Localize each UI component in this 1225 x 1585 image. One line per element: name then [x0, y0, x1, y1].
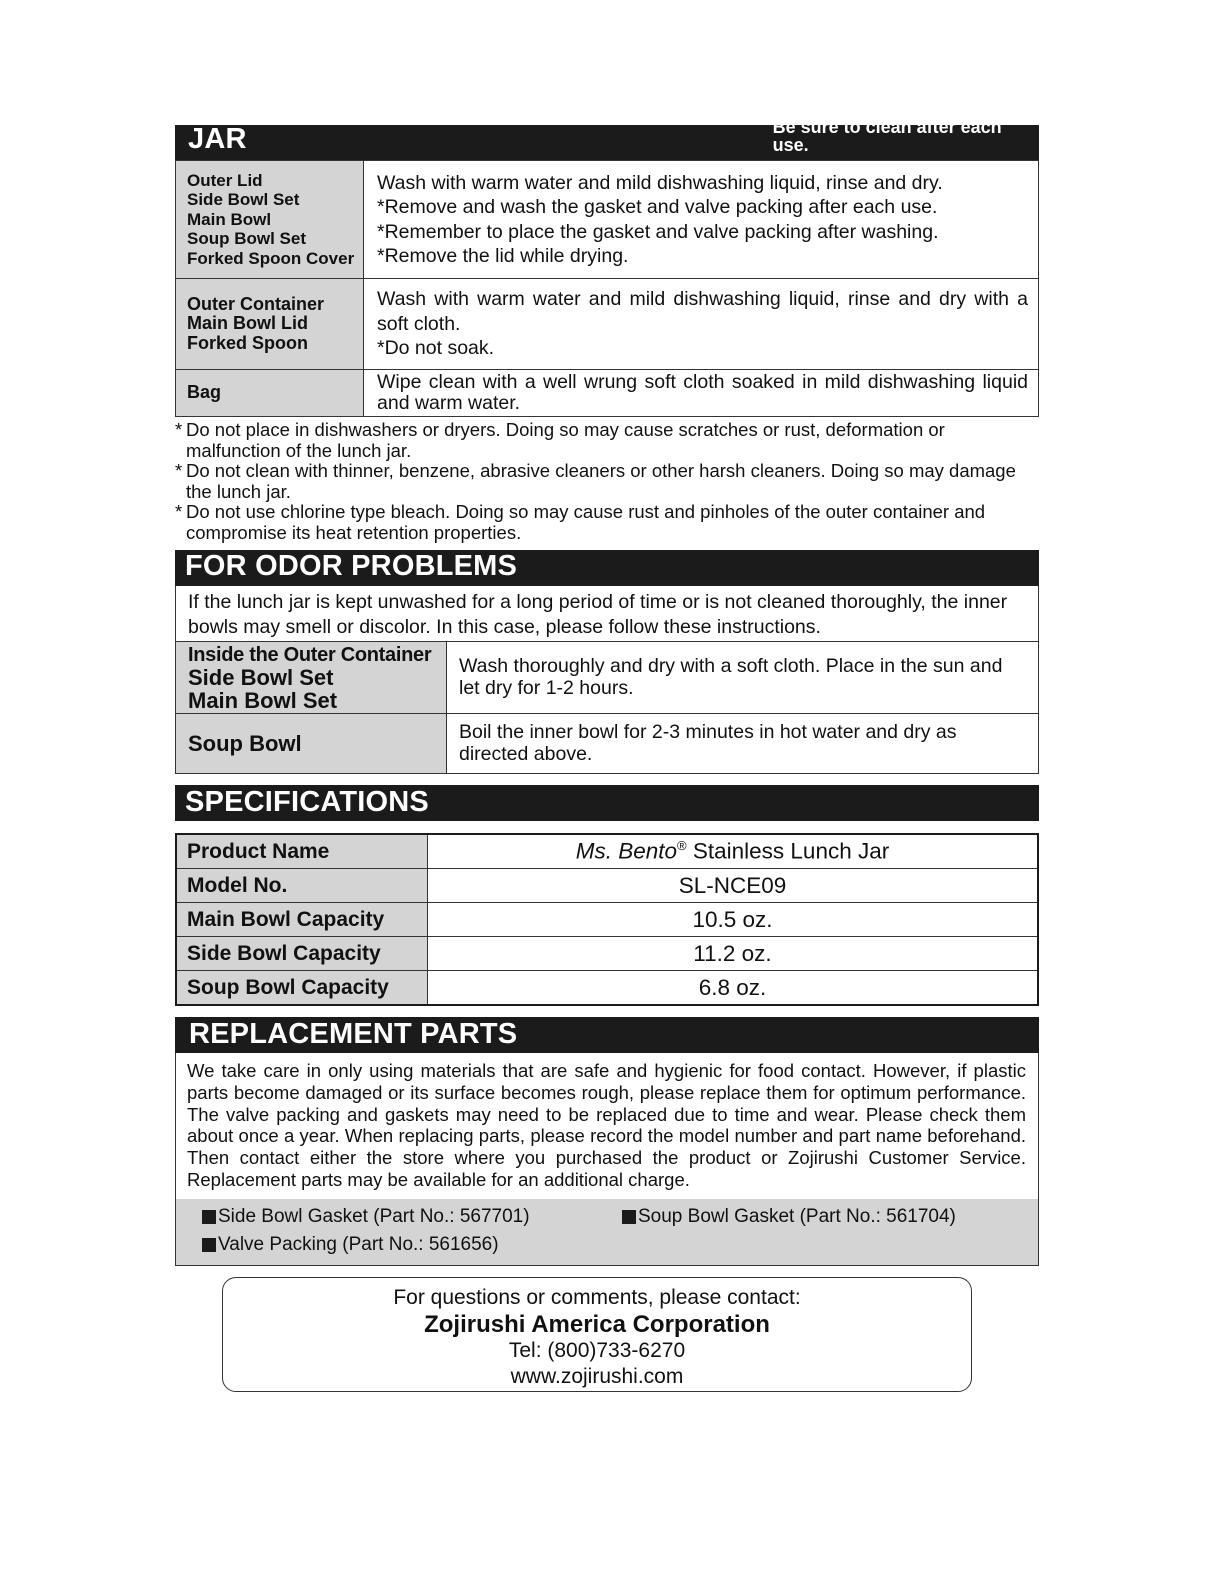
square-bullet-icon	[202, 1238, 216, 1252]
care-row-3-text	[364, 370, 1039, 417]
parts-header	[175, 1017, 1039, 1053]
care-line: *Remove the lid while drying.	[377, 245, 629, 267]
specs-header	[175, 785, 1039, 821]
odor-row	[176, 714, 1039, 774]
spec-value: 6.8 oz.	[428, 971, 1039, 1006]
spec-value: SL-NCE09	[428, 869, 1039, 903]
care-line: *Remove and wash the gasket and valve packing after each use.	[377, 196, 938, 218]
spec-row	[176, 834, 1038, 869]
part-label: Valve Packing (Part No.: 561656)	[218, 1233, 499, 1255]
item-label: Main Bowl	[187, 209, 272, 229]
parts-title: REPLACEMENT PARTS	[189, 1018, 518, 1050]
specs-title: SPECIFICATIONS	[185, 786, 429, 818]
care-table	[175, 160, 1039, 417]
product-brand: Ms. Bento	[575, 838, 678, 864]
odor-intro: If the lunch jar is kept unwashed for a long period of time or is not cleaned thoroughly, the inner bowls may smell or discolor. In this case, please follow these instructions.	[175, 586, 1039, 641]
square-bullet-icon	[202, 1210, 216, 1224]
care-line: Wash with warm water and mild dishwashing liquid, rinse and dry with a soft cloth.	[377, 288, 1028, 335]
note-mark: *	[175, 501, 183, 522]
part-item	[622, 1203, 956, 1231]
parts-list	[175, 1199, 1039, 1266]
spec-row	[176, 869, 1038, 903]
odor-row-1-text: Wash thoroughly and dry with a soft cloth. Place in the sun and let dry for 1-2 hours.	[447, 642, 1039, 714]
care-line: Wash with warm water and mild dishwashing liquid, rinse and dry.	[377, 171, 943, 194]
care-row	[176, 370, 1039, 417]
item-label: Forked Spoon	[187, 332, 308, 353]
care-row-2-items	[176, 279, 364, 370]
item-label: Outer Container	[187, 293, 325, 314]
note-mark: *	[175, 419, 183, 440]
care-notes	[175, 420, 1039, 543]
item-label: Forked Spoon Cover	[187, 248, 355, 268]
manual-page	[175, 94, 1039, 1266]
care-title: HOW TO TAKE CARE OF YOUR LUNCH JAR	[188, 94, 737, 155]
odor-header	[175, 550, 1039, 586]
spec-label: Side Bowl Capacity	[176, 937, 428, 971]
part-item	[202, 1231, 622, 1259]
odor-row-2-label	[176, 714, 447, 774]
spec-value: 11.2 oz.	[428, 937, 1039, 971]
odor-row-2-text: Boil the inner bowl for 2-3 minutes in hot water and dry as directed above.	[447, 714, 1039, 774]
contact-intro: For questions or comments, please contact:	[393, 1286, 801, 1309]
spec-label: Main Bowl Capacity	[176, 903, 428, 937]
odor-label-top: Inside the Outer Container	[188, 643, 432, 666]
spec-label: Product Name	[176, 834, 428, 869]
item-label: Soup Bowl Set	[187, 229, 306, 249]
contact-website: www.zojirushi.com	[510, 1365, 684, 1388]
parts-list-row	[202, 1231, 1038, 1259]
odor-title: FOR ODOR PROBLEMS	[185, 550, 518, 582]
parts-list-row	[202, 1203, 1038, 1231]
spec-value	[428, 834, 1039, 869]
part-label: Side Bowl Gasket (Part No.: 567701)	[218, 1205, 530, 1227]
note-mark: *	[175, 460, 183, 481]
contact-box	[222, 1277, 972, 1392]
spec-value: 10.5 oz.	[428, 903, 1039, 937]
spec-row	[176, 971, 1038, 1006]
spec-label: Model No.	[176, 869, 428, 903]
care-note	[175, 502, 1039, 543]
contact-phone: Tel: (800)733-6270	[508, 1339, 686, 1362]
spec-row	[176, 937, 1038, 971]
care-row	[176, 161, 1039, 279]
spec-label: Soup Bowl Capacity	[176, 971, 428, 1006]
care-row-2-text	[364, 279, 1039, 370]
parts-description: We take care in only using materials that are safe and hygienic for food contact. However, if plastic parts become damaged or its surface becomes rough, please replace them for optimum performance. The valve packing and gaskets may need to be replaced due to time and wear. Please check them about once a year. When replacing parts, please record the model number and part name beforehand. Then contact either the store where you purchased the product or Zojirushi Customer Service. Replacement parts may be available for an additional charge.	[175, 1053, 1039, 1199]
care-row-3-items	[176, 370, 364, 417]
care-line: Wipe clean with a well wrung soft cloth soaked in mild dishwashing liquid and warm water.	[377, 370, 1028, 414]
care-subtitle: Be sure to clean after each use.	[772, 117, 1002, 155]
part-item	[202, 1203, 622, 1231]
item-label: Main Bowl Lid	[187, 313, 308, 334]
odor-label: Main Bowl Set	[188, 687, 338, 713]
odor-label: Side Bowl Set	[188, 664, 334, 690]
odor-row-1-label	[176, 642, 447, 714]
care-header	[175, 94, 1039, 160]
item-label: Outer Lid	[187, 170, 263, 190]
odor-row	[176, 642, 1039, 714]
specs-table	[175, 833, 1039, 1006]
odor-table	[175, 641, 1039, 774]
odor-label: Soup Bowl	[188, 731, 302, 756]
care-row	[176, 279, 1039, 370]
item-label: Bag	[187, 382, 222, 403]
spec-row	[176, 903, 1038, 937]
care-line: *Remember to place the gasket and valve packing after washing.	[377, 220, 939, 243]
care-line: *Do not soak.	[377, 337, 495, 360]
note-text: Do not clean with thinner, benzene, abrasive cleaners or other harsh cleaners. Doing so may damage the lunch jar.	[186, 460, 1016, 502]
care-row-1-items	[176, 161, 364, 279]
contact-company: Zojirushi America Corporation	[424, 1311, 770, 1338]
note-text: Do not use chlorine type bleach. Doing so may cause rust and pinholes of the outer container and compromise its heat retention properties.	[186, 501, 986, 543]
care-note	[175, 420, 1039, 461]
care-note	[175, 461, 1039, 502]
product-name: Stainless Lunch Jar	[686, 838, 890, 864]
registered-mark: ®	[677, 838, 687, 854]
part-label: Soup Bowl Gasket (Part No.: 561704)	[638, 1205, 956, 1227]
item-label: Side Bowl Set	[187, 190, 300, 210]
square-bullet-icon	[622, 1210, 636, 1224]
note-text: Do not place in dishwashers or dryers. Doing so may cause scratches or rust, deformation or malfunction of the lunch jar.	[186, 419, 945, 461]
care-row-1-text	[364, 161, 1039, 279]
